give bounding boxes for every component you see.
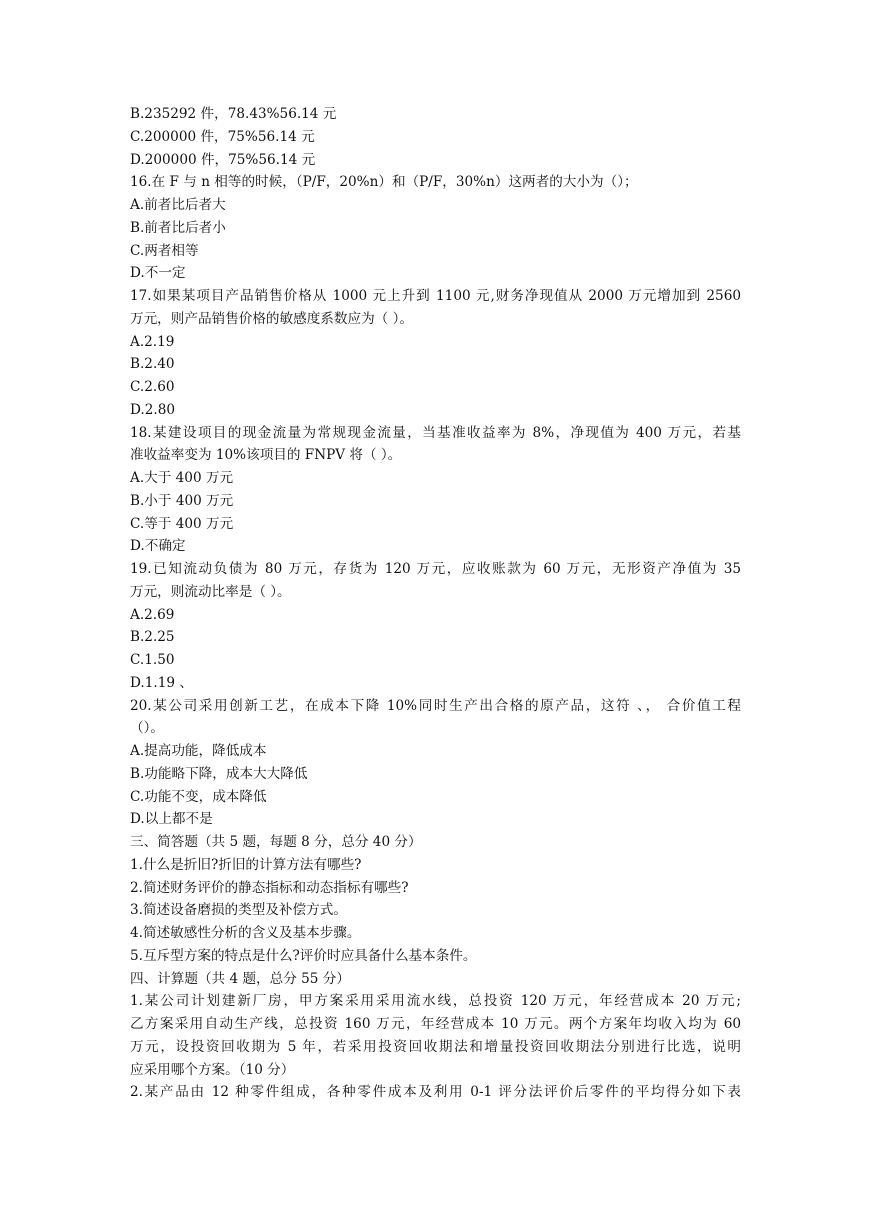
option-a-19: A.2.69 <box>130 606 175 623</box>
question-17-line-1: 17.如果某项目产品销售价格从 1000 元上升到 1100 元,财务净现值从 2000 万元增加到 2560 <box>130 288 741 304</box>
question-19-line-2: 万元，则流动比率是（ ）。 <box>130 583 291 600</box>
short-answer-2: 2.简述财务评价的静态指标和动态指标有哪些? <box>130 879 409 896</box>
option-a-20: A.提高功能，降低成本 <box>130 743 267 759</box>
option-d-19: D.1.19 、 <box>130 674 193 691</box>
question-20-line-2: （）。 <box>130 720 164 737</box>
option-a-16: A.前者比后者大 <box>130 197 226 213</box>
option-b-18: B.小于 400 万元 <box>130 492 234 509</box>
option-b-20: B.功能略下降，成本大大降低 <box>130 765 308 782</box>
calculation-1-line-2: 乙方案采用自动生产线，总投资 160 万元，年经营成本 10 万元。两个方案年均收入均为 60 <box>130 1016 741 1032</box>
calculation-1-line-1: 1.某公司计划建新厂房，甲方案采用采用流水线，总投资 120 万元，年经营成本 20 万元; <box>130 993 741 1010</box>
option-b-16: B.前者比后者小 <box>130 219 226 236</box>
option-b-17: B.2.40 <box>130 356 175 373</box>
option-a-18: A.大于 400 万元 <box>130 470 234 486</box>
short-answer-5: 5.互斥型方案的特点是什么?评价时应具备什么基本条件。 <box>130 947 477 964</box>
short-answer-1: 1.什么是折旧?折旧的计算方法有哪些? <box>130 856 362 873</box>
section-heading-calculation: 四、计算题（共 4 题，总分 55 分） <box>130 970 350 987</box>
option-d-20: D.以上都不是 <box>130 811 213 828</box>
question-18-line-2: 准收益率变为 10%该项目的 FNPV 将（ ）。 <box>130 447 402 464</box>
option-c-18: C.等于 400 万元 <box>130 515 234 532</box>
option-c-20: C.功能不变，成本降低 <box>130 788 267 805</box>
calculation-1-line-3: 万元，设投资回收期为 5 年，若采用投资回收期法和增量投资回收期法分别进行比选，说明 <box>130 1038 741 1055</box>
option-d-17: D.2.80 <box>130 401 176 418</box>
question-16: 16.在 F 与 n 相等的时候，（P/F，20%n）和（P/F，30%n）这两者的大小为（）； <box>130 174 638 191</box>
calculation-2-line-1: 2.某产品由 12 种零件组成，各种零件成本及利用 0-1 评分法评价后零件的平均得分如下表 <box>130 1084 741 1101</box>
option-c-16: C.两者相等 <box>130 242 199 259</box>
option-b-19: B.2.25 <box>130 629 175 646</box>
calculation-1-line-4: 应采用哪个方案。（10 分） <box>130 1061 295 1078</box>
section-heading-short-answer: 三、简答题（共 5 题，每题 8 分，总分 40 分） <box>130 834 422 850</box>
option-c-19: C.1.50 <box>130 652 175 668</box>
option-a-17: A.2.19 <box>130 333 175 350</box>
question-20-line-1: 20.某公司采用创新工艺，在成本下降 10%同时生产出合格的原产品，这符 、， 合价值工程 <box>130 697 741 714</box>
option-b-15: B.235292 件，78.43%56.14 元 <box>130 106 337 122</box>
short-answer-3: 3.简述设备磨损的类型及补偿方式。 <box>130 902 347 919</box>
question-19-line-1: 19.已知流动负债为 80 万元，存货为 120 万元，应收账款为 60 万元，无形资产净值为 35 <box>130 561 741 577</box>
short-answer-4: 4.简述敏感性分析的含义及基本步骤。 <box>130 925 361 941</box>
option-d-16: D.不一定 <box>130 265 186 282</box>
option-c-17: C.2.60 <box>130 379 175 395</box>
question-17-line-2: 万元，则产品销售价格的敏感度系数应为（ ）。 <box>130 310 413 327</box>
option-d-18: D.不确定 <box>130 538 186 555</box>
option-d-15: D.200000 件，75%56.14 元 <box>130 151 316 168</box>
question-18-line-1: 18.某建设项目的现金流量为常规现金流量，当基准收益率为 8%，净现值为 400 万元，若基 <box>130 424 741 441</box>
option-c-15: C.200000 件，75%56.14 元 <box>130 128 315 145</box>
